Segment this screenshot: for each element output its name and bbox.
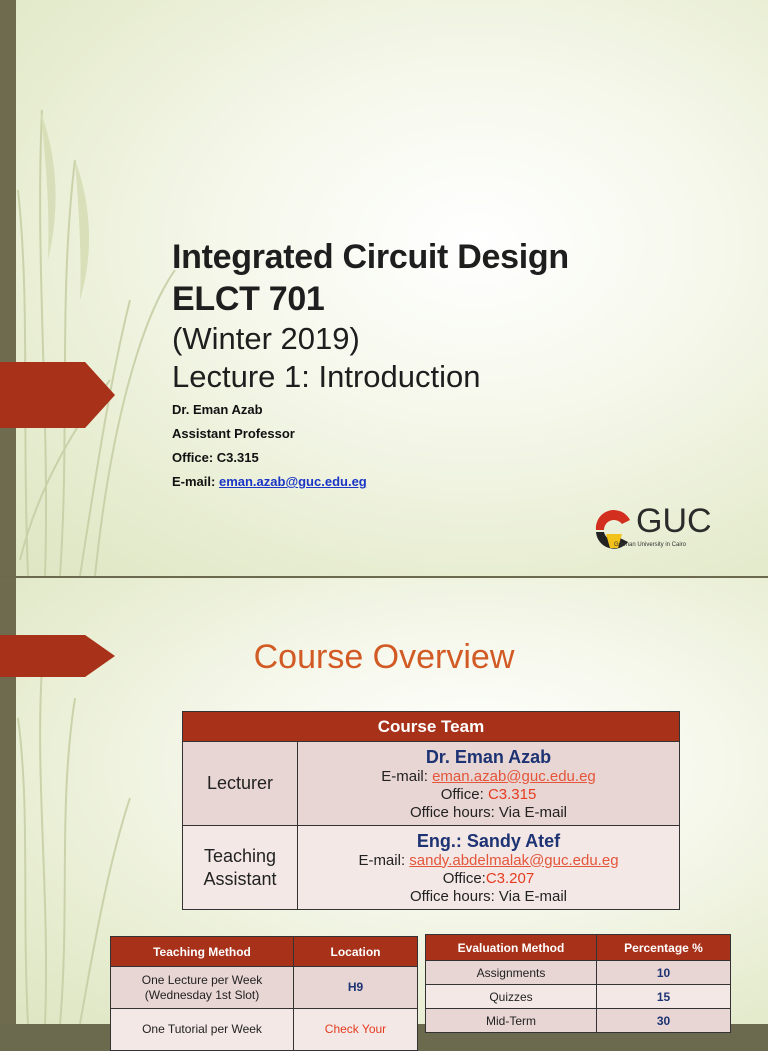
email-link[interactable]: sandy.abdelmalak@guc.edu.eg [409, 851, 619, 869]
lecture-title: Lecture 1: Introduction [172, 359, 481, 394]
instructor-info [172, 402, 367, 498]
column-header: Percentage % [597, 935, 731, 961]
person-office-row [298, 870, 679, 888]
table-row [426, 1009, 731, 1033]
table-row [111, 1009, 418, 1051]
email-label: E-mail: [172, 474, 219, 489]
course-team-table [182, 711, 680, 910]
person-email-row [298, 768, 679, 786]
title-block [172, 236, 569, 396]
instructor-position: Assistant Professor [172, 426, 295, 441]
column-header: Evaluation Method [426, 935, 597, 961]
left-bar [0, 0, 16, 576]
location-cell: H9 [294, 967, 418, 1009]
overview-slide [0, 578, 768, 1036]
email-label: E-mail: [358, 851, 410, 869]
office-value: C3.207 [485, 869, 535, 887]
office-hours: Office hours: Via E-mail [409, 887, 567, 905]
table-row [426, 985, 731, 1009]
course-code: ELCT 701 [172, 280, 325, 318]
guc-logo [592, 502, 720, 552]
method-cell: Quizzes [426, 985, 597, 1009]
method-cell: One Tutorial per Week [111, 1009, 294, 1051]
email-link[interactable]: eman.azab@guc.edu.eg [218, 474, 367, 489]
person-cell [298, 742, 680, 826]
location-cell: Check Your [294, 1009, 418, 1051]
team-table-header: Course Team [183, 712, 680, 742]
instructor-office: Office: C3.315 [172, 450, 259, 465]
instructor-email-row [172, 474, 367, 498]
teaching-method-table [110, 936, 418, 1051]
percentage-cell: 10 [597, 961, 731, 985]
method-cell: Assignments [426, 961, 597, 985]
method-cell: One Lecture per Week (Wednesday 1st Slot) [111, 967, 294, 1009]
office-hours: Office hours: Via E-mail [409, 803, 567, 821]
person-email-row [298, 852, 679, 870]
person-name: Eng.: Sandy Atef [416, 830, 561, 851]
role-cell: Lecturer [183, 742, 298, 826]
office-value: C3.315 [487, 785, 537, 803]
instructor-name: Dr. Eman Azab [172, 402, 263, 417]
table-row [426, 961, 731, 985]
column-header: Location [294, 937, 418, 967]
logo-subtitle: German University in Cairo [614, 542, 687, 548]
method-cell: Mid-Term [426, 1009, 597, 1033]
column-header: Teaching Method [111, 937, 294, 967]
role-cell [183, 826, 298, 910]
slide-heading: Course Overview [253, 638, 515, 676]
table-row [183, 742, 680, 826]
office-label: Office: [442, 869, 486, 887]
person-cell [298, 826, 680, 910]
percentage-cell: 30 [597, 1009, 731, 1033]
office-label: Office: [440, 785, 488, 803]
accent-tab [0, 362, 115, 428]
person-office-row [298, 786, 679, 804]
email-link[interactable]: eman.azab@guc.edu.eg [432, 767, 596, 785]
percentage-cell: 15 [597, 985, 731, 1009]
evaluation-method-table [425, 934, 731, 1033]
person-name: Dr. Eman Azab [425, 746, 552, 767]
table-row [111, 967, 418, 1009]
role-label: Teaching Assistant [203, 845, 277, 889]
term: (Winter 2019) [172, 321, 360, 356]
email-label: E-mail: [381, 767, 433, 785]
table-row [183, 826, 680, 910]
course-title: Integrated Circuit Design [172, 238, 569, 276]
logo-text: GUC [636, 502, 712, 540]
